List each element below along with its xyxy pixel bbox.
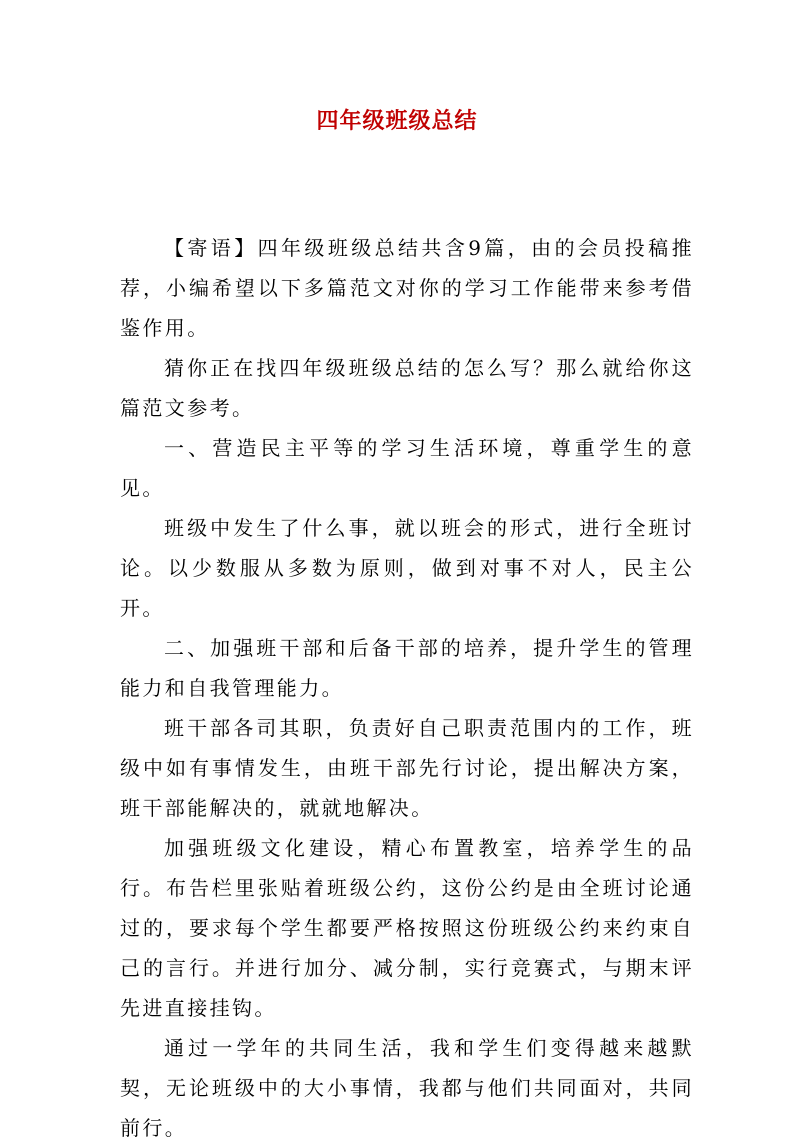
paragraph-conclusion: 通过一学年的共同生活，我和学生们变得越来越默契，无论班级中的大小事情，我都与他们共同面对，共同前行。 <box>120 1036 694 1140</box>
paragraph-class-discussion: 班级中发生了什么事，就以班会的形式，进行全班讨论。以少数服从多数为原则，做到对事不对人，民主公开。 <box>120 516 694 620</box>
paragraph-section-1-heading: 一、营造民主平等的学习生活环境，尊重学生的意见。 <box>120 436 694 500</box>
paragraph-class-culture: 加强班级文化建设，精心布置教室，培养学生的品行。布告栏里张贴着班级公约，这份公约是由全班讨论通过的，要求每个学生都要严格按照这份班级公约来约束自己的言行。并进行加分、减分制，实行竞赛式，与期末评先进直接挂钩。 <box>120 836 694 1020</box>
paragraph-class-cadres: 班干部各司其职，负责好自己职责范围内的工作，班级中如有事情发生，由班干部先行讨论，提出解决方案，班干部能解决的，就就地解决。 <box>120 716 694 820</box>
paragraph-section-2-heading: 二、加强班干部和后备干部的培养，提升学生的管理能力和自我管理能力。 <box>120 636 694 700</box>
paragraph-guess: 猜你正在找四年级班级总结的怎么写？那么就给你这篇范文参考。 <box>120 356 694 420</box>
document-body <box>120 228 694 1148</box>
document-title: 四年级班级总结 <box>316 108 478 134</box>
paragraph-intro: 【寄语】四年级班级总结共含9篇，由的会员投稿推荐，小编希望以下多篇范文对你的学习工作能带来参考借鉴作用。 <box>120 236 694 340</box>
